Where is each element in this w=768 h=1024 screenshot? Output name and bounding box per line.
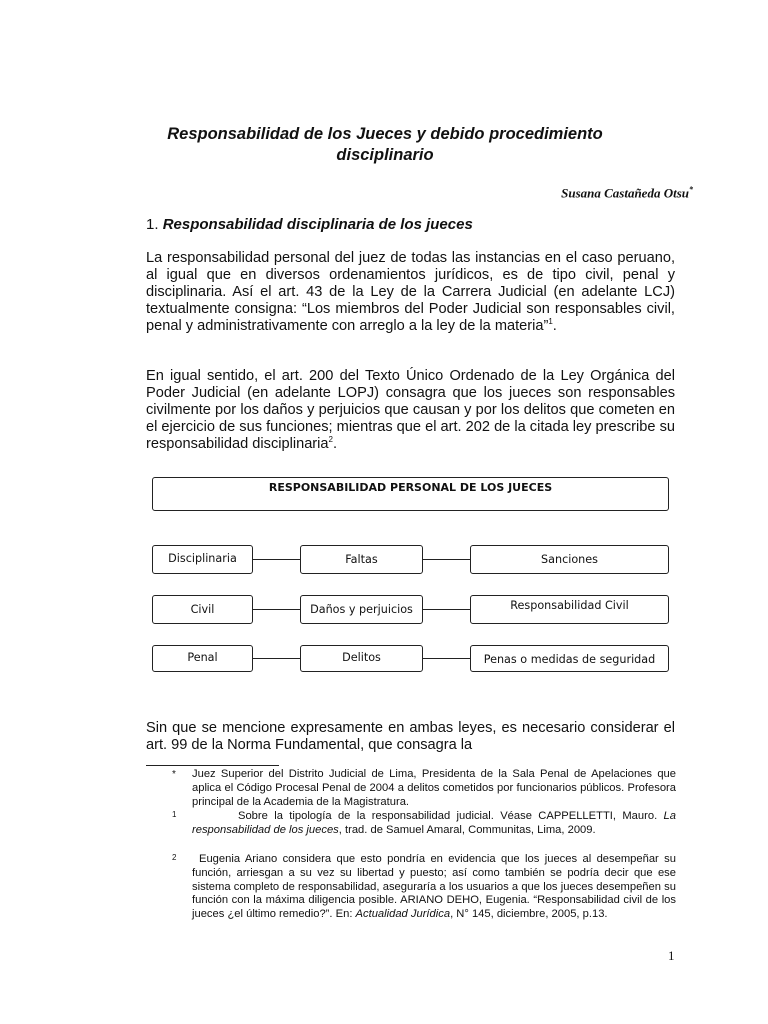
page-number: 1 <box>668 948 675 963</box>
diagram-cause-delitos: Delitos <box>300 645 423 672</box>
diagram-consequence-penas: Penas o medidas de seguridad <box>470 645 669 672</box>
footnote-text: Juez Superior del Distrito Judicial de Lima, Presidenta de la Sala Penal de Apelaciones que aplica el Código Procesal Penal de 2004 a delitos cometidos por funcionarios públicos. Profesora principal de la Academia de la Magistratura. <box>192 768 676 808</box>
footnote-mark: 2 <box>172 853 177 862</box>
diagram-connector <box>423 609 470 610</box>
author-name: Susana Castañeda Otsu* <box>561 185 693 201</box>
document-title: Responsabilidad de los Jueces y debido procedimiento disciplinario <box>167 125 603 164</box>
diagram-type-penal: Penal <box>152 645 253 672</box>
paragraph-3: Sin que se mencione expresamente en ambas leyes, es necesario considerar el art. 99 de la Norma Fundamental, que consagra la <box>146 720 675 753</box>
footnote-1: 1 Sobre la tipología de la responsabilidad judicial. Véase CAPPELLETTI, Mauro. La responsabilidad de los jueces, trad. de Samuel Amaral, Communitas, Lima, 2009. <box>172 810 676 836</box>
footnote-ref-1[interactable]: 1 <box>548 317 553 327</box>
diagram-type-civil: Civil <box>152 595 253 624</box>
section-number: 1. <box>146 216 159 233</box>
section-heading <box>146 216 473 233</box>
footnote-2: 2 Eugenia Ariano considera que esto pondría en evidencia que los jueces al desempeñar su función, arriesgan a su vez su libertad y puesto; así como también se podría decir que ese sistema completo de responsabilidad, aseguraría a los usuarios a que los jueces desempeñen su función con la máxima diligencia posible. ARIANO DEHO, Eugenia. “Responsabilidad civil de los jueces ¿el último remedio?”. En: Actualidad Jurídica, N° 145, diciembre, 2005, p.13. <box>172 853 676 921</box>
diagram-cause-danos: Daños y perjuicios <box>300 595 423 624</box>
footnote-mark: * <box>172 769 176 780</box>
diagram-connector <box>423 658 470 659</box>
paragraph-1: La responsabilidad personal del juez de todas las instancias en el caso peruano, al igual que en diversos ordenamientos jurídicos, es de tipo civil, penal y disciplinaria. Así el art. 43 de la Ley de la Carrera Judicial (en adelante LCJ) textualmente consigna: “Los miembros del Poder Judicial son responsables civil, penal y administrativamente con arreglo a la ley de la materia”$^1$. <box>146 250 675 334</box>
footnote-separator <box>146 765 279 766</box>
footnote-mark: 1 <box>172 810 177 819</box>
diagram-cause-faltas: Faltas <box>300 545 423 574</box>
diagram-consequence-sanciones: Sanciones <box>470 545 669 574</box>
section-text: Responsabilidad disciplinaria de los jueces <box>162 216 473 233</box>
author-footnote-mark: * <box>689 185 693 194</box>
footnote-author <box>146 768 676 809</box>
diagram-consequence-civil: Responsabilidad Civil <box>470 595 669 624</box>
diagram-connector <box>253 658 300 659</box>
diagram-connector <box>423 559 470 560</box>
footnote-ref-2[interactable]: 2 <box>328 435 333 445</box>
diagram-header: RESPONSABILIDAD PERSONAL DE LOS JUECES <box>152 477 669 511</box>
diagram-type-disciplinaria: Disciplinaria <box>152 545 253 574</box>
diagram-connector <box>253 559 300 560</box>
diagram-connector <box>253 609 300 610</box>
paragraph-2: En igual sentido, el art. 200 del Texto Único Ordenado de la Ley Orgánica del Poder Judicial (en adelante LOPJ) consagra que los jueces son responsables civilmente por los daños y perjuicios que causan y por los delitos que cometen en el ejercicio de sus funciones; mientras que el art. 202 de la citada ley prescribe su responsabilidad disciplinaria$^2$. <box>146 368 675 452</box>
